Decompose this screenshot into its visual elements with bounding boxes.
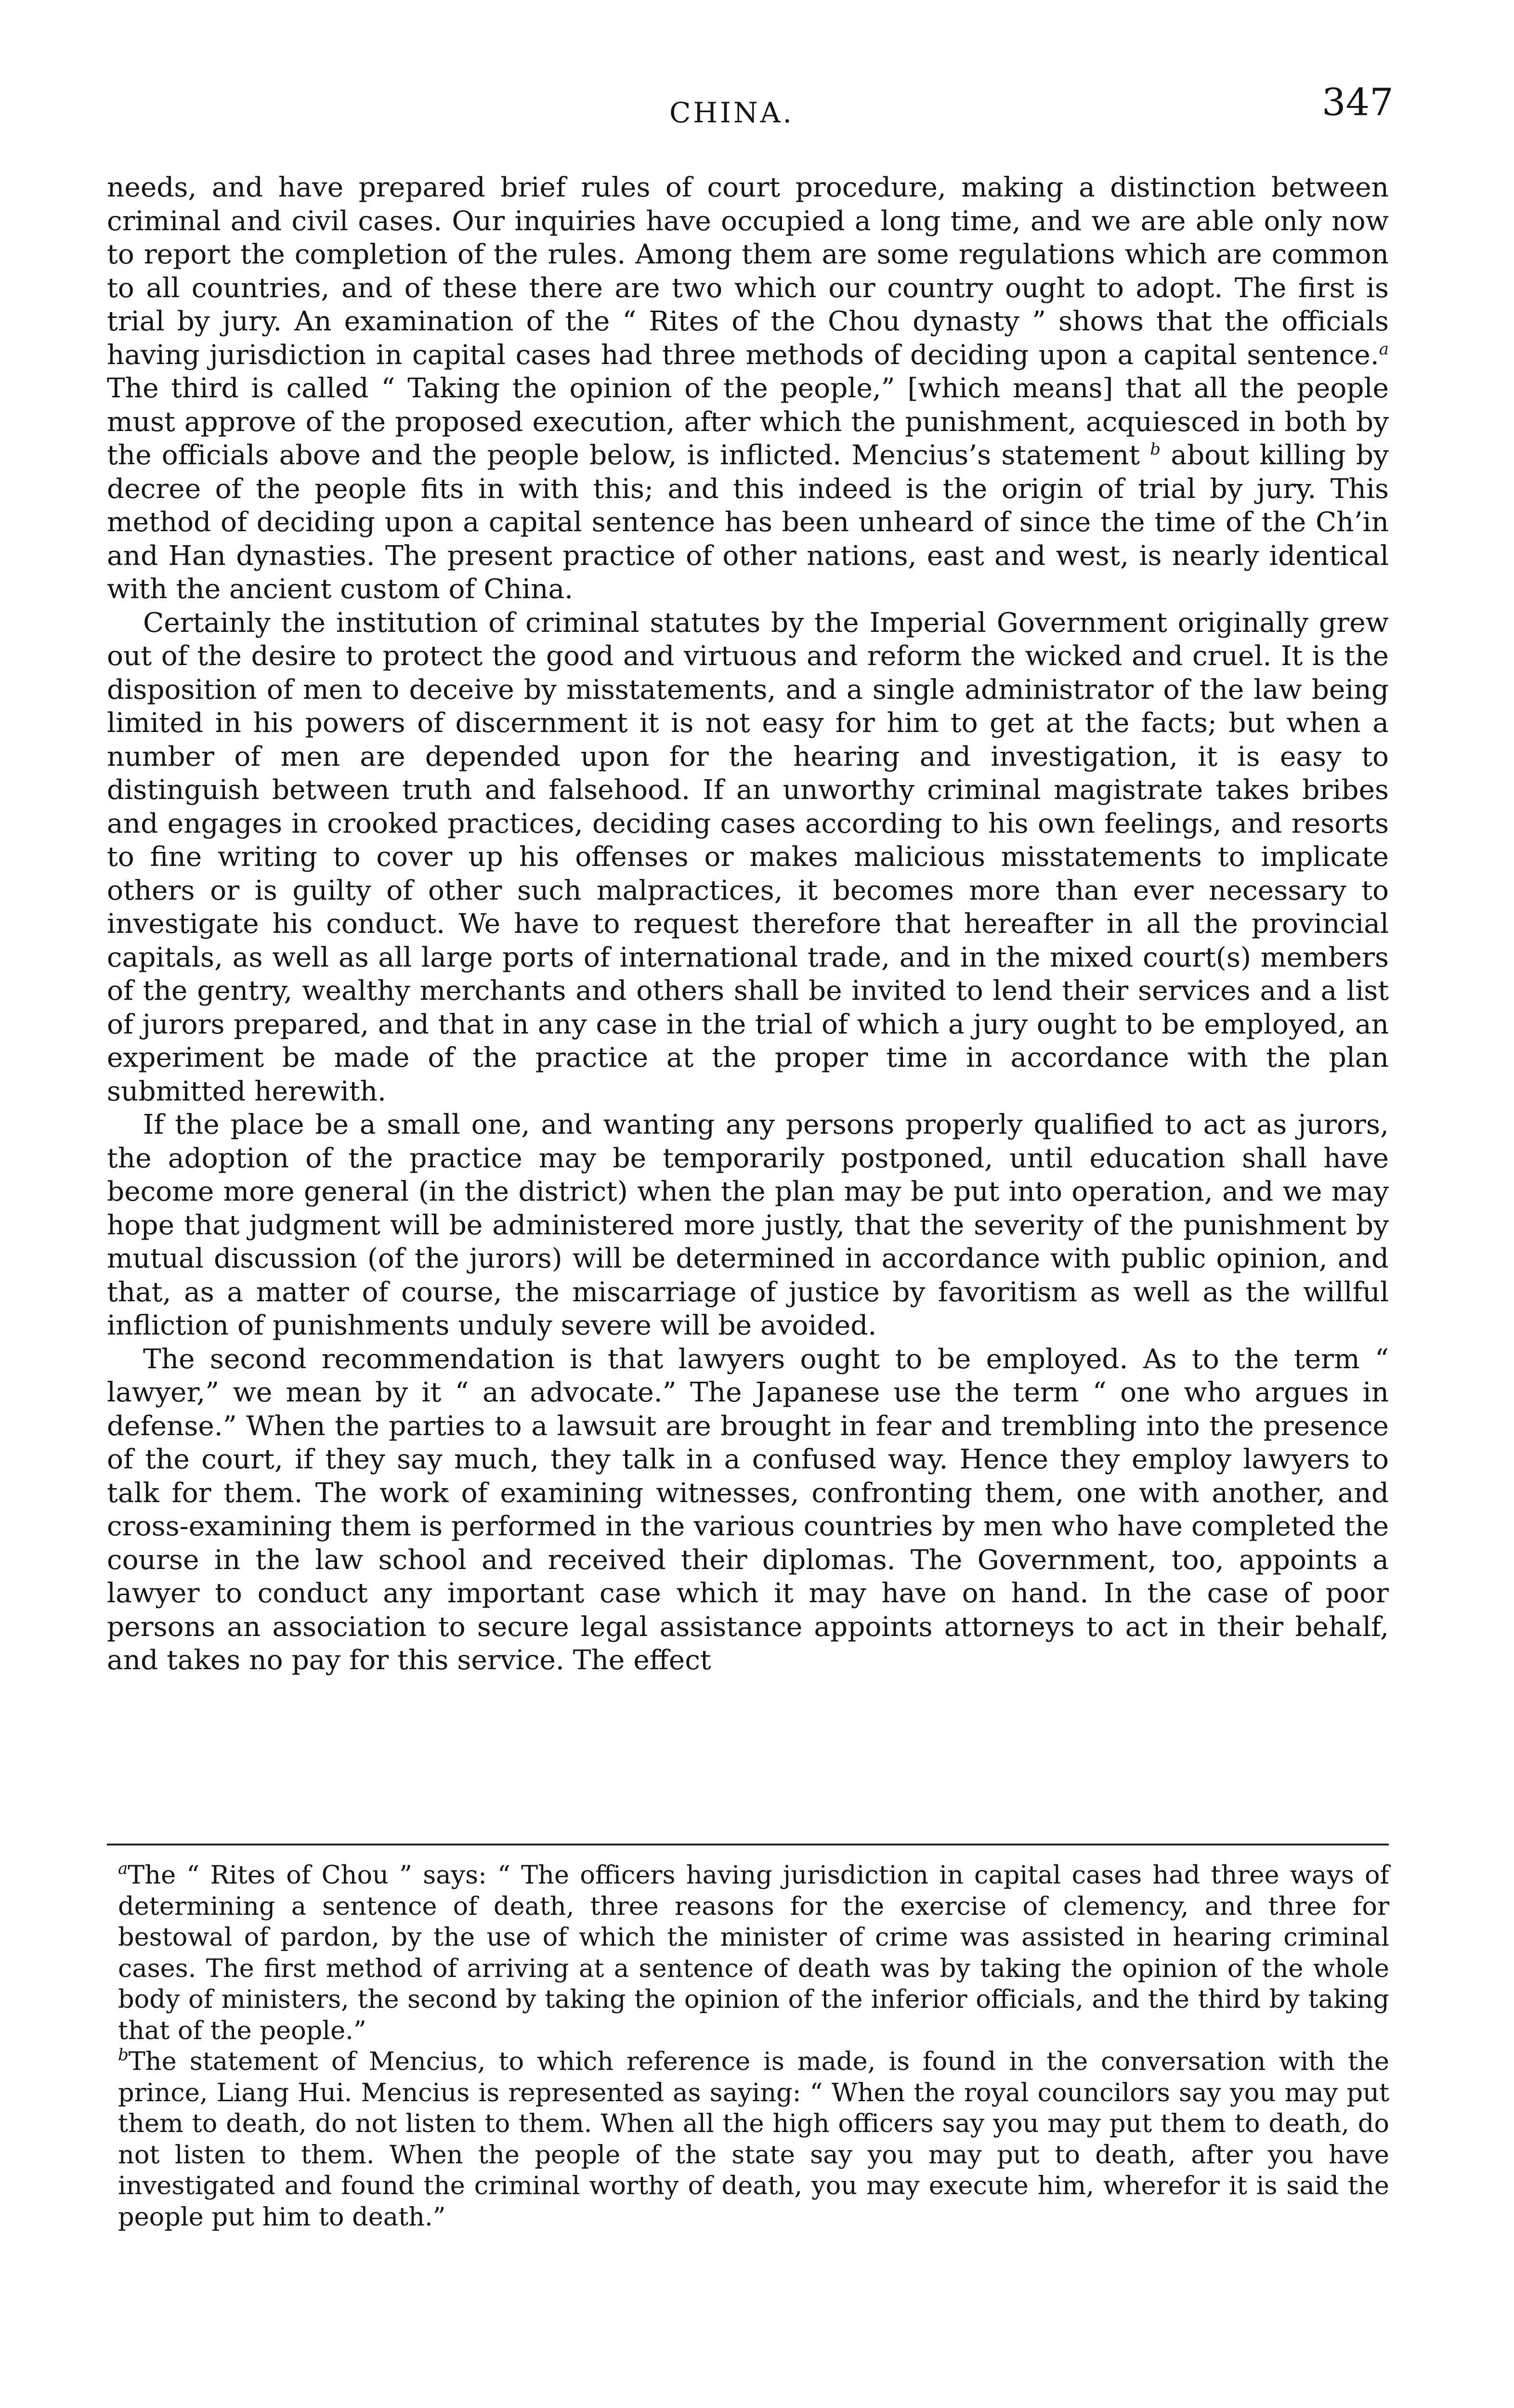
- running-title: CHINA.: [669, 96, 794, 129]
- footnote-b-mark: b: [118, 2045, 129, 2065]
- footnote-reference-a: a: [1379, 339, 1389, 359]
- body-paragraph-1-part-1: needs, and have prepared brief rules of court procedure, making a distinction between criminal and civil cases. Our inquiries have occupied a long time, and we are able only now to report the completion of the rules. Among them are some regulations which are common to all countries, and of these there are two which our country ought to adopt. The first is trial by jury. An examination of the “ Rites of the Chou dynasty ” shows that the officials having jurisdiction in capital cases had three methods of deciding upon a capital sentence.: [107, 172, 1389, 371]
- footnote-b-text: The statement of Mencius, to which reference is made, is found in the conversation with the prince, Liang Hui. Mencius is represented as saying: “ When the royal councilors say you may put them to death, do not listen to them. When all the high officers say you may put them to death, do not listen to them. When the people of the state say you may put to death, after you have investigated and found the criminal worthy of death, you may execute him, wherefor it is said the people put him to death.”: [118, 2047, 1389, 2232]
- footnote-a-mark: a: [118, 1859, 128, 1878]
- body-paragraph-1: [107, 171, 1389, 606]
- footnote-b: [118, 2046, 1389, 2233]
- body-paragraph-1-part-3: about killing by decree of the people fits in with this; and this indeed is the origin of trial by jury. This method of deciding upon a capital sentence has been unheard of since the time of the Ch’in and Han dynasties. The present practice of other nations, east and west, is nearly identical with the ancient custom of China.: [107, 440, 1389, 605]
- body-paragraph-3: If the place be a small one, and wanting any persons properly qualified to act as jurors, the adoption of the practice may be temporarily postponed, until education shall have become more general (in the district) when the plan may be put into operation, and we may hope that judgment will be administered more justly, that the severity of the punishment by mutual discussion (of the jurors) will be determined in accordance with public opinion, and that, as a matter of course, the miscarriage of justice by favoritism as well as the willful infliction of punishments unduly severe will be avoided.: [107, 1109, 1389, 1341]
- footnote-reference-b: b: [1150, 440, 1161, 459]
- body-text: [107, 171, 1389, 1677]
- body-paragraph-1-part-2: The third is called “ Taking the opinion of the people,” [which means] that all the people must approve of the proposed execution, after which the punishment, acquiesced in both by the officials above and the people below, is inflicted. Mencius’s statement: [107, 373, 1389, 471]
- footnote-a: [118, 1860, 1389, 2046]
- body-paragraph-2: Certainly the institution of criminal statutes by the Imperial Government originally grew out of the desire to protect the good and virtuous and reform the wicked and cruel. It is the disposition of men to deceive by misstatements, and a single administrator of the law being limited in his powers of discernment it is not easy for him to get at the facts; but when a number of men are depended upon for the hearing and investigation, it is easy to distinguish between truth and falsehood. If an unworthy criminal magistrate takes bribes and engages in crooked practices, deciding cases according to his own feelings, and resorts to fine writing to cover up his offenses or makes malicious misstatements to implicate others or is guilty of other such malpractices, it becomes more than ever necessary to investigate his conduct. We have to request therefore that hereafter in all the provincial capitals, as well as all large ports of international trade, and in the mixed court(s) members of the gentry, wealthy merchants and others shall be invited to lend their services and a list of jurors prepared, and that in any case in the trial of which a jury ought to be employed, an experiment be made of the practice at the proper time in accordance with the plan submitted herewith.: [107, 607, 1389, 1107]
- footnote-a-text: The “ Rites of Chou ” says: “ The officers having jurisdiction in capital cases had three ways of determining a sentence of death, three reasons for the exercise of clemency, and three for bestowal of pardon, by the use of which the minister of crime was assisted in hearing criminal cases. The first method of arriving at a sentence of death was by taking the opinion of the whole body of ministers, the second by taking the opinion of the inferior officials, and the third by taking that of the people.”: [118, 1860, 1389, 2045]
- footnote-separator: [107, 1844, 1389, 1845]
- page-number: 347: [1322, 81, 1394, 124]
- body-paragraph-4: The second recommendation is that lawyers ought to be employed. As to the term “ lawyer,” we mean by it “ an advocate.” The Japanese use the term “ one who argues in defense.” When the parties to a lawsuit are brought in fear and trembling into the presence of the court, if they say much, they talk in a confused way. Hence they employ lawyers to talk for them. The work of examining witnesses, confronting them, one with another, and cross-examining them is performed in the various countries by men who have completed the course in the law school and received their diplomas. The Government, too, appoints a lawyer to conduct any important case which it may have on hand. In the case of poor persons an association to secure legal assistance appoints attorneys to act in their behalf, and takes no pay for this service. The effect: [107, 1343, 1389, 1676]
- footnotes: [118, 1860, 1389, 2233]
